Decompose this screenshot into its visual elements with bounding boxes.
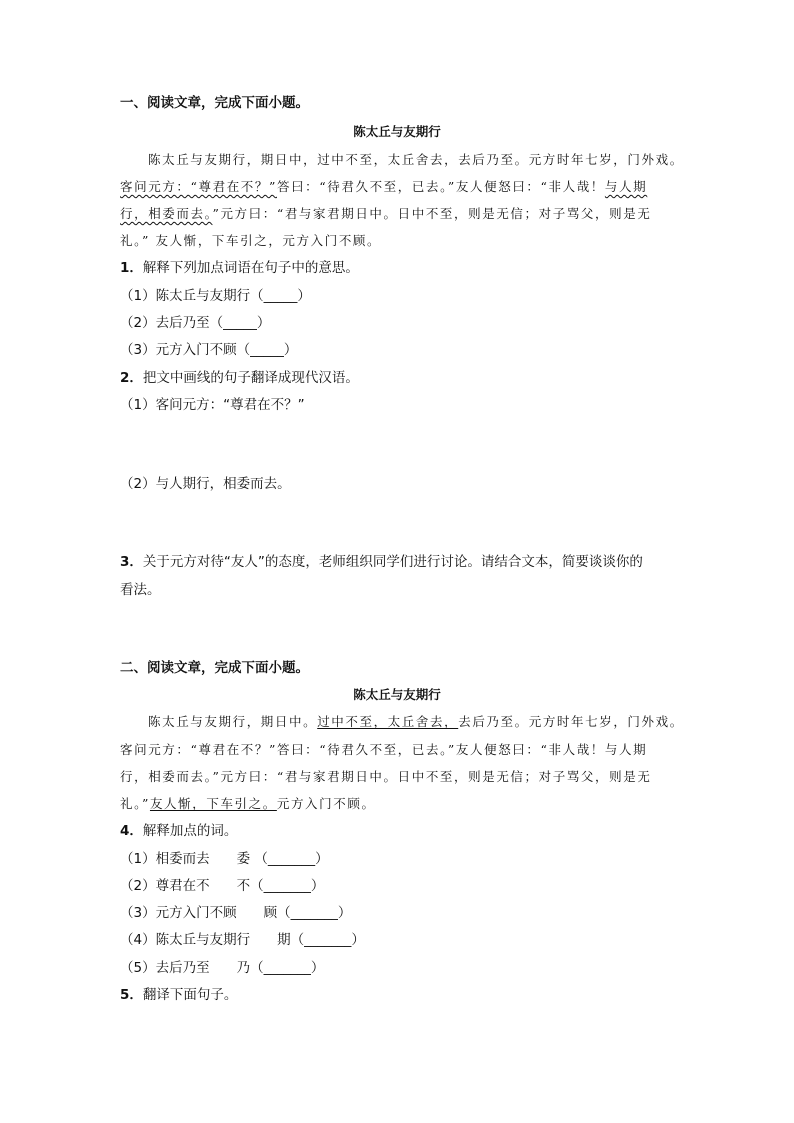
section1-passage-line1: 陈太丘与友期行，期日中，过中不至，太丘舍去，去后乃至。元方时年七岁，门外戏。 [148,152,684,167]
underlined-sentence-1: 过中不至，太丘舍去， [317,714,459,729]
question-number: 2． [120,370,143,386]
question-text: 翻译下面句子。 [142,987,238,1003]
passage-text: 元方入门不顾。 [276,796,376,811]
section1-passage-line4: 礼。” 友人惭，下车引之，元方入门不顾。 [120,233,382,248]
section2-passage-line4 [120,795,376,813]
section1-passage-line2 [120,178,647,196]
section2-passage-line1 [148,713,684,731]
section2-passage-title: 陈太丘与友期行 [353,687,441,702]
question-number: 4． [120,823,143,839]
question-3-line2: 看法。 [120,582,161,598]
question-3 [120,553,643,571]
section2-passage-line2: 客问元方：“尊君在不？”答曰：“待君久不至，已去。”友人便怒曰：“非人哉！与人期 [120,742,648,757]
underlined-sentence-2-end: 行，相委而去。 [120,206,213,221]
question-text: 关于元方对待“友人”的态度，老师组织同学们进行讨论。请结合文本，简要谈谈你的 [142,554,643,570]
section2-heading: 二、阅读文章，完成下面小题。 [120,660,309,676]
question-text: 解释加点的词。 [142,823,238,839]
question-number: 3． [120,554,143,570]
question-4-item-3: （3）元方入门不顾 顾（_______） [120,905,352,921]
question-4-item-4: （4）陈太丘与友期行 期（_______） [120,932,365,948]
question-2 [120,369,359,387]
passage-text: 去后乃至。元方时年七岁，门外戏。 [458,714,684,729]
question-number: 5． [120,987,143,1003]
underlined-sentence-2-start: 与人期 [604,179,648,194]
question-text: 把文中画线的句子翻译成现代汉语。 [142,370,359,386]
question-2-item-2: （2）与人期行，相委而去。 [120,476,291,492]
question-4-item-2: （2）尊君在不 不（_______） [120,878,325,894]
question-1-item-2: （2）去后乃至（_____） [120,315,271,331]
question-5 [120,986,237,1004]
section1-passage-line3 [120,205,651,223]
section2-passage-line3: 行，相委而去。”元方曰：“君与家君期日中。日中不至，则是无信；对子骂父，则是无 [120,769,652,784]
section1-passage-title: 陈太丘与友期行 [353,124,441,139]
passage-text: 答曰：“待君久不至，已去。”友人便怒曰：“非人哉！ [276,179,605,194]
question-number: 1． [120,260,143,276]
question-4 [120,822,237,840]
underlined-sentence-1: 客问元方：“尊君在不？” [120,179,277,194]
underlined-sentence-2: 友人惭，下车引之。 [149,796,277,811]
question-4-item-1: （1）相委而去 委 （_______） [120,851,329,867]
section1-heading: 一、阅读文章，完成下面小题。 [120,95,309,111]
passage-text: 礼。” [120,796,150,811]
passage-text: 陈太丘与友期行，期日中。 [148,714,318,729]
question-1-item-3: （3）元方入门不顾（_____） [120,342,298,358]
question-2-item-1: （1）客问元方：“尊君在不？” [120,397,305,413]
question-text: 解释下列加点词语在句子中的意思。 [142,260,359,276]
question-1 [120,259,359,277]
passage-text: ”元方曰：“君与家君期日中。日中不至，则是无信；对子骂父，则是无 [212,206,652,221]
question-4-item-5: （5）去后乃至 乃（_______） [120,960,325,976]
question-1-item-1: （1）陈太丘与友期行（_____） [120,288,311,304]
